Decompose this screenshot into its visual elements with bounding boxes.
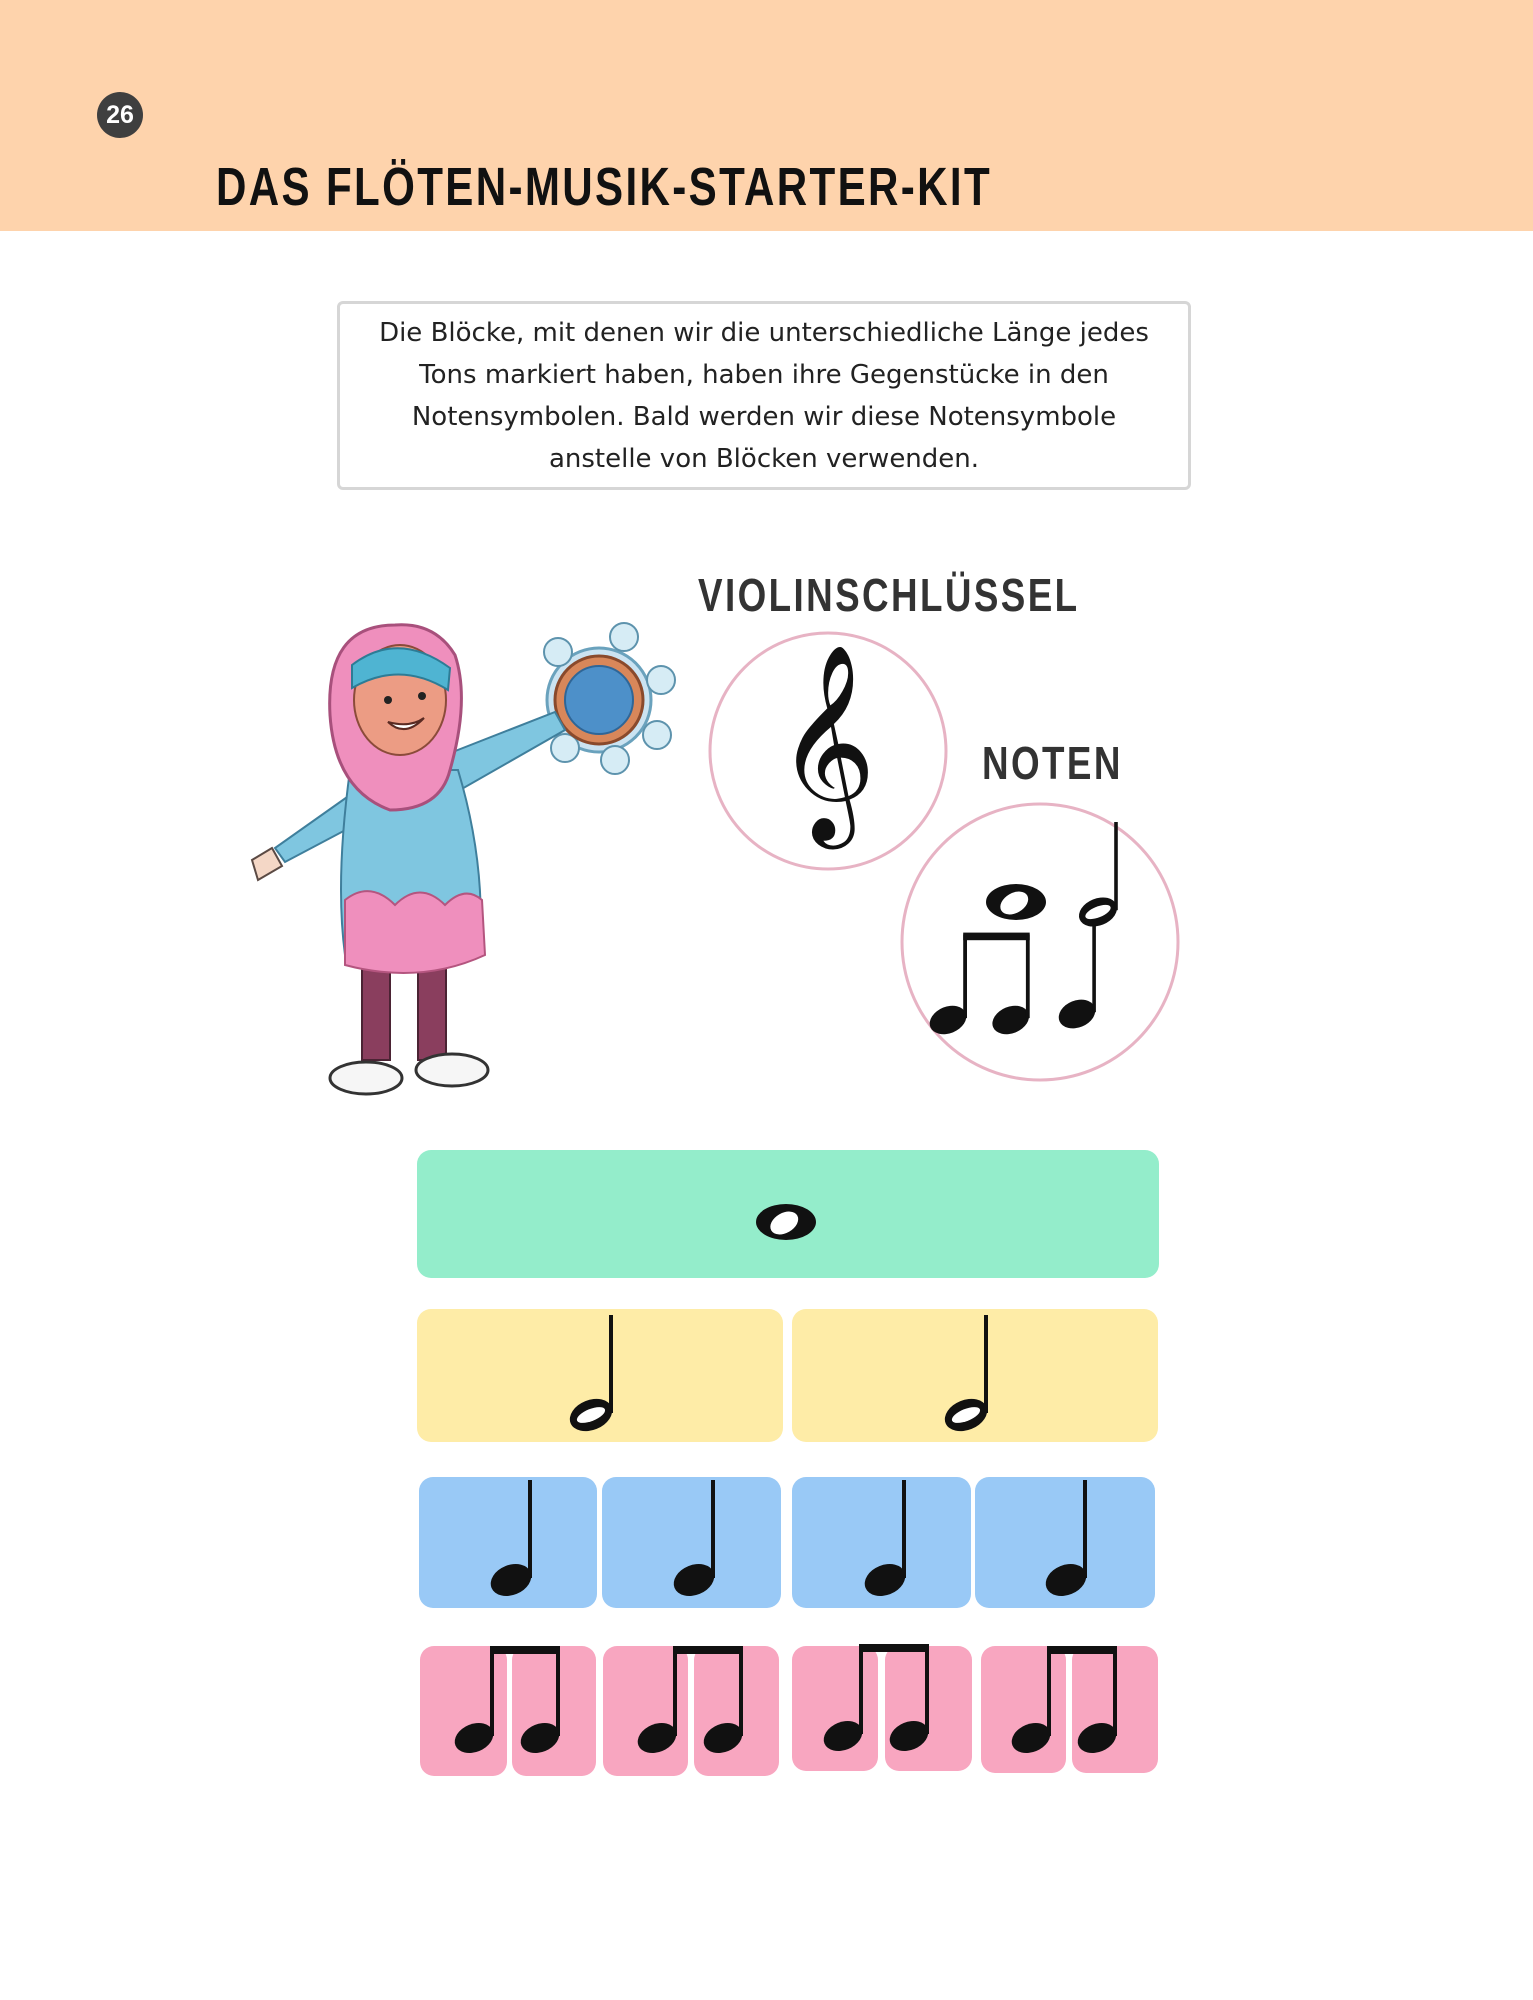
note-blocks-glyphs bbox=[450, 1204, 1121, 1758]
notes-label: NOTEN bbox=[982, 737, 1123, 789]
intro-text: Die Blöcke, mit denen wir die unterschiedliche Länge jedes Tons markiert haben, haben ihre Gegenstücke in den Notensymbolen. Bald werden wir diese Notensymbole anstelle von Blöcken verwenden. bbox=[379, 317, 1149, 474]
page-number-badge: 26 bbox=[97, 92, 143, 138]
eighth-notes-icon bbox=[925, 933, 1033, 1040]
girl-illustration bbox=[252, 623, 675, 1094]
whole-note-icon bbox=[986, 884, 1046, 920]
eighth-notes-icon bbox=[633, 1646, 747, 1758]
notes-circle bbox=[902, 804, 1178, 1080]
treble-clef-icon: 𝄞 bbox=[775, 643, 877, 841]
treble-clef-label: VIOLINSCHLÜSSEL bbox=[698, 569, 1080, 621]
half-note-icon bbox=[565, 1315, 617, 1437]
half-note-icon bbox=[1075, 822, 1122, 932]
quarter-note-icon bbox=[669, 1480, 719, 1602]
eighth-notes-icon bbox=[819, 1644, 933, 1756]
page-title: DAS FLÖTEN-MUSIK-STARTER-KIT bbox=[216, 157, 993, 217]
quarter-note-icon bbox=[1054, 924, 1099, 1034]
eighth-notes-icon bbox=[1007, 1646, 1121, 1758]
half-note-icon bbox=[940, 1315, 992, 1437]
treble-clef-circle bbox=[710, 633, 946, 869]
quarter-note-icon bbox=[860, 1480, 910, 1602]
quarter-note-icon bbox=[486, 1480, 536, 1602]
quarter-note-icon bbox=[1041, 1480, 1091, 1602]
tambourine-icon bbox=[544, 623, 675, 774]
eighth-notes-icon bbox=[450, 1646, 564, 1758]
whole-note-icon bbox=[756, 1204, 816, 1240]
